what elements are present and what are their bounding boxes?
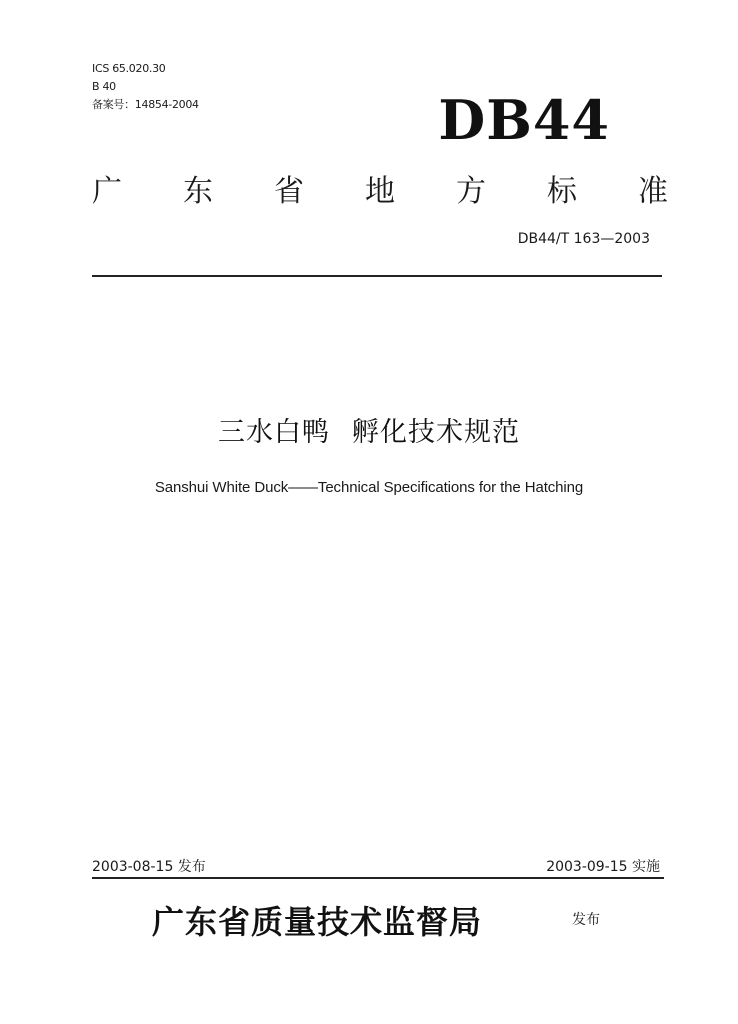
issuing-authority-suffix: 发布 [572,912,600,928]
standard-type-char: 地 [365,174,395,209]
standard-type-heading [92,166,668,210]
standard-type-char: 省 [274,174,304,209]
standard-type-char: 方 [456,174,486,209]
footer-divider [92,877,664,879]
standard-type-char: 东 [183,174,213,209]
standard-type-char: 广 [92,174,122,209]
title-chinese-part1: 三水白鸭 [218,417,330,448]
implement-date: 2003-09-15 实施 [546,859,660,875]
issuing-authority: 广东省质量技术监督局 [152,903,483,941]
standard-type-char: 准 [638,174,668,209]
standard-type-char: 标 [547,174,577,209]
standard-number: DB44/T 163—2003 [517,231,650,247]
publish-date: 2003-08-15 发布 [92,859,206,875]
record-number: 备案号：14854-2004 [92,98,199,111]
classification-code: B 40 [92,80,116,93]
standard-code: DB44 [438,88,610,152]
title-chinese [0,410,738,449]
ics-code: ICS 65.020.30 [92,62,166,75]
header-divider [92,275,662,277]
title-english: Sanshui White Duck——Technical Specifications for the Hatching [154,479,584,496]
title-chinese-part2: 孵化技术规范 [352,417,520,448]
